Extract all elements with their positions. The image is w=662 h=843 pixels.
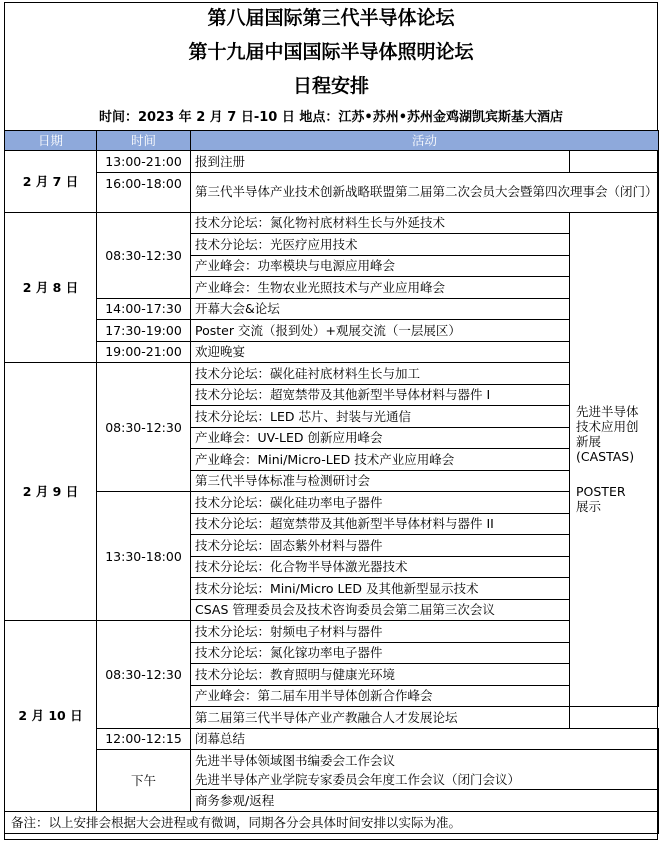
time-cell: 08:30-12:30 <box>97 621 191 729</box>
time-cell: 08:30-12:30 <box>97 212 191 298</box>
column-header-activity: 活动 <box>191 131 659 151</box>
time-cell: 13:00-21:00 <box>97 151 191 173</box>
date-cell: 2 月 8 日 <box>5 212 97 363</box>
table-row <box>5 212 659 234</box>
side-line: (CASTAS) <box>576 449 635 465</box>
activity-cell: 产业峰会：功率模块与电源应用峰会 <box>191 255 570 277</box>
side-line: 技术应用创 <box>576 419 639 435</box>
footer-row <box>5 811 659 833</box>
date-cell: 2 月 9 日 <box>5 363 97 621</box>
activity-cell: 产业峰会：第二届车用半导体创新合作峰会 <box>191 685 570 707</box>
activity-cell: Poster 交流（报到处）+观展交流（一层展区） <box>191 320 570 342</box>
activity-cell: 欢迎晚宴 <box>191 341 570 363</box>
exhibition-side-cell <box>570 212 659 707</box>
side-line: 展示 <box>576 499 602 515</box>
activity-cell: 闭幕总结 <box>191 728 659 750</box>
time-cell: 下午 <box>97 750 191 812</box>
side-blank-cell <box>570 151 659 173</box>
table-row <box>5 320 659 342</box>
footer-note: 备注：以上安排会根据大会进程或有微调，同期各分会具体时间安排以实际为准。 <box>5 811 659 833</box>
table-row <box>5 151 659 173</box>
time-cell: 17:30-19:00 <box>97 320 191 342</box>
date-cell: 2 月 7 日 <box>5 151 97 213</box>
activity-cell: 技术分论坛：碳化硅衬底材料生长与加工 <box>191 363 570 385</box>
activity-cell: 第三代半导体标准与检测研讨会 <box>191 470 570 492</box>
time-cell: 14:00-17:30 <box>97 298 191 320</box>
table-row <box>5 363 659 385</box>
side-line: 新展 <box>576 434 602 450</box>
activity-cell: 技术分论坛：氮化物衬底材料生长与外延技术 <box>191 212 570 234</box>
table-row <box>5 728 659 750</box>
table-row <box>5 298 659 320</box>
date-cell: 2 月 10 日 <box>5 621 97 812</box>
time-cell: 16:00-18:00 <box>97 172 191 212</box>
time-cell: 19:00-21:00 <box>97 341 191 363</box>
title-line-3: 日程安排 <box>292 75 369 97</box>
activity-line: 先进半导体领域图书编委会工作会议 <box>195 752 396 768</box>
activity-cell: CSAS 管理委员会及技术咨询委员会第二届第三次会议 <box>191 599 570 621</box>
activity-cell: 技术分论坛：射频电子材料与器件 <box>191 621 570 643</box>
side-spacer <box>576 464 652 484</box>
table-row <box>5 172 659 212</box>
activity-cell: 技术分论坛：超宽禁带及其他新型半导体材料与器件 II <box>191 513 570 535</box>
activity-cell: 技术分论坛：化合物半导体激光器技术 <box>191 556 570 578</box>
activity-cell: 技术分论坛：LED 芯片、封装与光通信 <box>191 406 570 428</box>
time-cell: 12:00-12:15 <box>97 728 191 750</box>
activity-cell: 技术分论坛：光医疗应用技术 <box>191 234 570 256</box>
activity-cell: 技术分论坛：Mini/Micro LED 及其他新型显示技术 <box>191 578 570 600</box>
activity-cell: 开幕大会&论坛 <box>191 298 570 320</box>
table-header-row <box>5 131 659 151</box>
activity-cell: 技术分论坛：碳化硅功率电子器件 <box>191 492 570 514</box>
activity-cell: 技术分论坛：超宽禁带及其他新型半导体材料与器件 I <box>191 384 570 406</box>
table-row <box>5 750 659 790</box>
time-cell: 13:30-18:00 <box>97 492 191 621</box>
table-row <box>5 492 659 514</box>
side-line: 先进半导体 <box>576 404 639 420</box>
activity-cell-meetings <box>191 750 659 790</box>
activity-cell: 技术分论坛：氮化镓功率电子器件 <box>191 642 570 664</box>
time-cell: 08:30-12:30 <box>97 363 191 492</box>
activity-cell: 技术分论坛：教育照明与健康光环境 <box>191 664 570 686</box>
activity-line: 先进半导体产业学院专家委员会年度工作会议（闭门会议） <box>195 771 521 787</box>
activity-cell: 第三代半导体产业技术创新战略联盟第二届第二次会员大会暨第四次理事会（闭门） <box>191 172 659 212</box>
title-line-1: 第八届国际第三代半导体论坛 <box>207 7 455 29</box>
activity-cell: 产业峰会：生物农业光照技术与产业应用峰会 <box>191 277 570 299</box>
activity-cell: 第二届第三代半导体产业产教融合人才发展论坛 <box>191 707 570 729</box>
column-header-date: 日期 <box>5 131 97 151</box>
time-location-line: 时间：2023 年 2 月 7 日-10 日 地点：江苏•苏州•苏州金鸡湖凯宾斯基大酒店 <box>98 110 564 125</box>
activity-cell: 技术分论坛：固态紫外材料与器件 <box>191 535 570 557</box>
title-line-2: 第十九届中国国际半导体照明论坛 <box>188 41 474 63</box>
column-header-time: 时间 <box>97 131 191 151</box>
schedule-table <box>4 130 659 834</box>
table-row <box>5 341 659 363</box>
activity-cell: 产业峰会：UV-LED 创新应用峰会 <box>191 427 570 449</box>
table-row <box>5 621 659 643</box>
side-line: POSTER <box>576 484 626 500</box>
activity-cell: 商务参观/返程 <box>191 790 659 812</box>
activity-cell: 报到注册 <box>191 151 570 173</box>
activity-cell: 产业峰会：Mini/Micro-LED 技术产业应用峰会 <box>191 449 570 471</box>
